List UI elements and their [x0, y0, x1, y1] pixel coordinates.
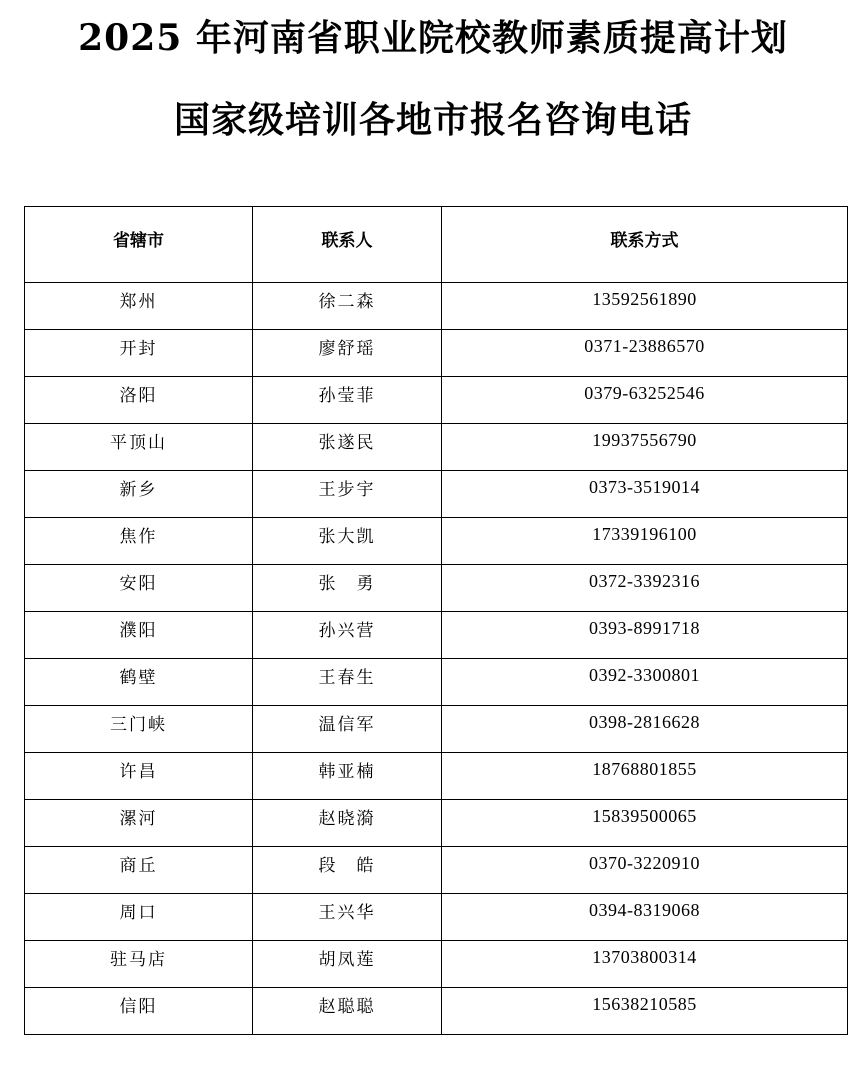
- phone-cell: 0398-2816628: [442, 706, 848, 753]
- table-row: [25, 330, 848, 377]
- table-row: [25, 612, 848, 659]
- phone-cell: 15839500065: [442, 800, 848, 847]
- contact-cell: 赵聪聪: [253, 988, 442, 1035]
- table-row: [25, 988, 848, 1035]
- city-cell: 濮阳: [25, 612, 253, 659]
- phone-cell: 0394-8319068: [442, 894, 848, 941]
- contact-cell: 赵晓漪: [253, 800, 442, 847]
- contact-cell: 张大凯: [253, 518, 442, 565]
- contact-cell: 王兴华: [253, 894, 442, 941]
- contact-cell: 张遂民: [253, 424, 442, 471]
- contact-cell: 王步宇: [253, 471, 442, 518]
- phone-cell: 19937556790: [442, 424, 848, 471]
- phone-cell: 17339196100: [442, 518, 848, 565]
- contact-table-header: [25, 207, 848, 283]
- page-title-line-1: 2025 年河南省职业院校教师素质提高计划: [78, 17, 788, 59]
- city-cell: 焦作: [25, 518, 253, 565]
- table-row: [25, 377, 848, 424]
- phone-cell: 0373-3519014: [442, 471, 848, 518]
- contact-cell: 孙兴营: [253, 612, 442, 659]
- page-title-line-2: 国家级培训各地市报名咨询电话: [173, 99, 692, 141]
- phone-cell: 0393-8991718: [442, 612, 848, 659]
- phone-cell: 0370-3220910: [442, 847, 848, 894]
- table-row: [25, 424, 848, 471]
- city-cell: 郑州: [25, 283, 253, 330]
- contact-cell: 徐二森: [253, 283, 442, 330]
- contact-cell: 王春生: [253, 659, 442, 706]
- city-cell: 鹤壁: [25, 659, 253, 706]
- city-cell: 平顶山: [25, 424, 253, 471]
- contact-cell: 韩亚楠: [253, 753, 442, 800]
- table-row: [25, 518, 848, 565]
- phone-cell: 13592561890: [442, 283, 848, 330]
- contact-cell: 廖舒瑶: [253, 330, 442, 377]
- contact-cell: 胡凤莲: [253, 941, 442, 988]
- contact-cell: 温信军: [253, 706, 442, 753]
- phone-cell: 18768801855: [442, 753, 848, 800]
- contact-cell: 张 勇: [253, 565, 442, 612]
- table-row: [25, 941, 848, 988]
- phone-cell: 15638210585: [442, 988, 848, 1035]
- phone-cell: 0392-3300801: [442, 659, 848, 706]
- phone-cell: 0379-63252546: [442, 377, 848, 424]
- header-phone: 联系方式: [442, 207, 848, 283]
- table-row: [25, 565, 848, 612]
- header-row: [25, 207, 848, 283]
- city-cell: 商丘: [25, 847, 253, 894]
- table-row: [25, 753, 848, 800]
- table-row: [25, 800, 848, 847]
- city-cell: 开封: [25, 330, 253, 377]
- city-cell: 三门峡: [25, 706, 253, 753]
- contact-cell: 孙莹菲: [253, 377, 442, 424]
- table-row: [25, 847, 848, 894]
- table-row: [25, 706, 848, 753]
- city-cell: 许昌: [25, 753, 253, 800]
- phone-cell: 13703800314: [442, 941, 848, 988]
- header-city: 省辖市: [25, 207, 253, 283]
- table-row: [25, 659, 848, 706]
- city-cell: 驻马店: [25, 941, 253, 988]
- city-cell: 安阳: [25, 565, 253, 612]
- city-cell: 信阳: [25, 988, 253, 1035]
- table-row: [25, 894, 848, 941]
- contact-cell: 段 皓: [253, 847, 442, 894]
- table-row: [25, 283, 848, 330]
- phone-cell: 0371-23886570: [442, 330, 848, 377]
- contact-table: [24, 206, 848, 1035]
- city-cell: 漯河: [25, 800, 253, 847]
- header-contact: 联系人: [253, 207, 442, 283]
- phone-cell: 0372-3392316: [442, 565, 848, 612]
- city-cell: 周口: [25, 894, 253, 941]
- city-cell: 洛阳: [25, 377, 253, 424]
- contact-table-body: [25, 283, 848, 1035]
- table-row: [25, 471, 848, 518]
- city-cell: 新乡: [25, 471, 253, 518]
